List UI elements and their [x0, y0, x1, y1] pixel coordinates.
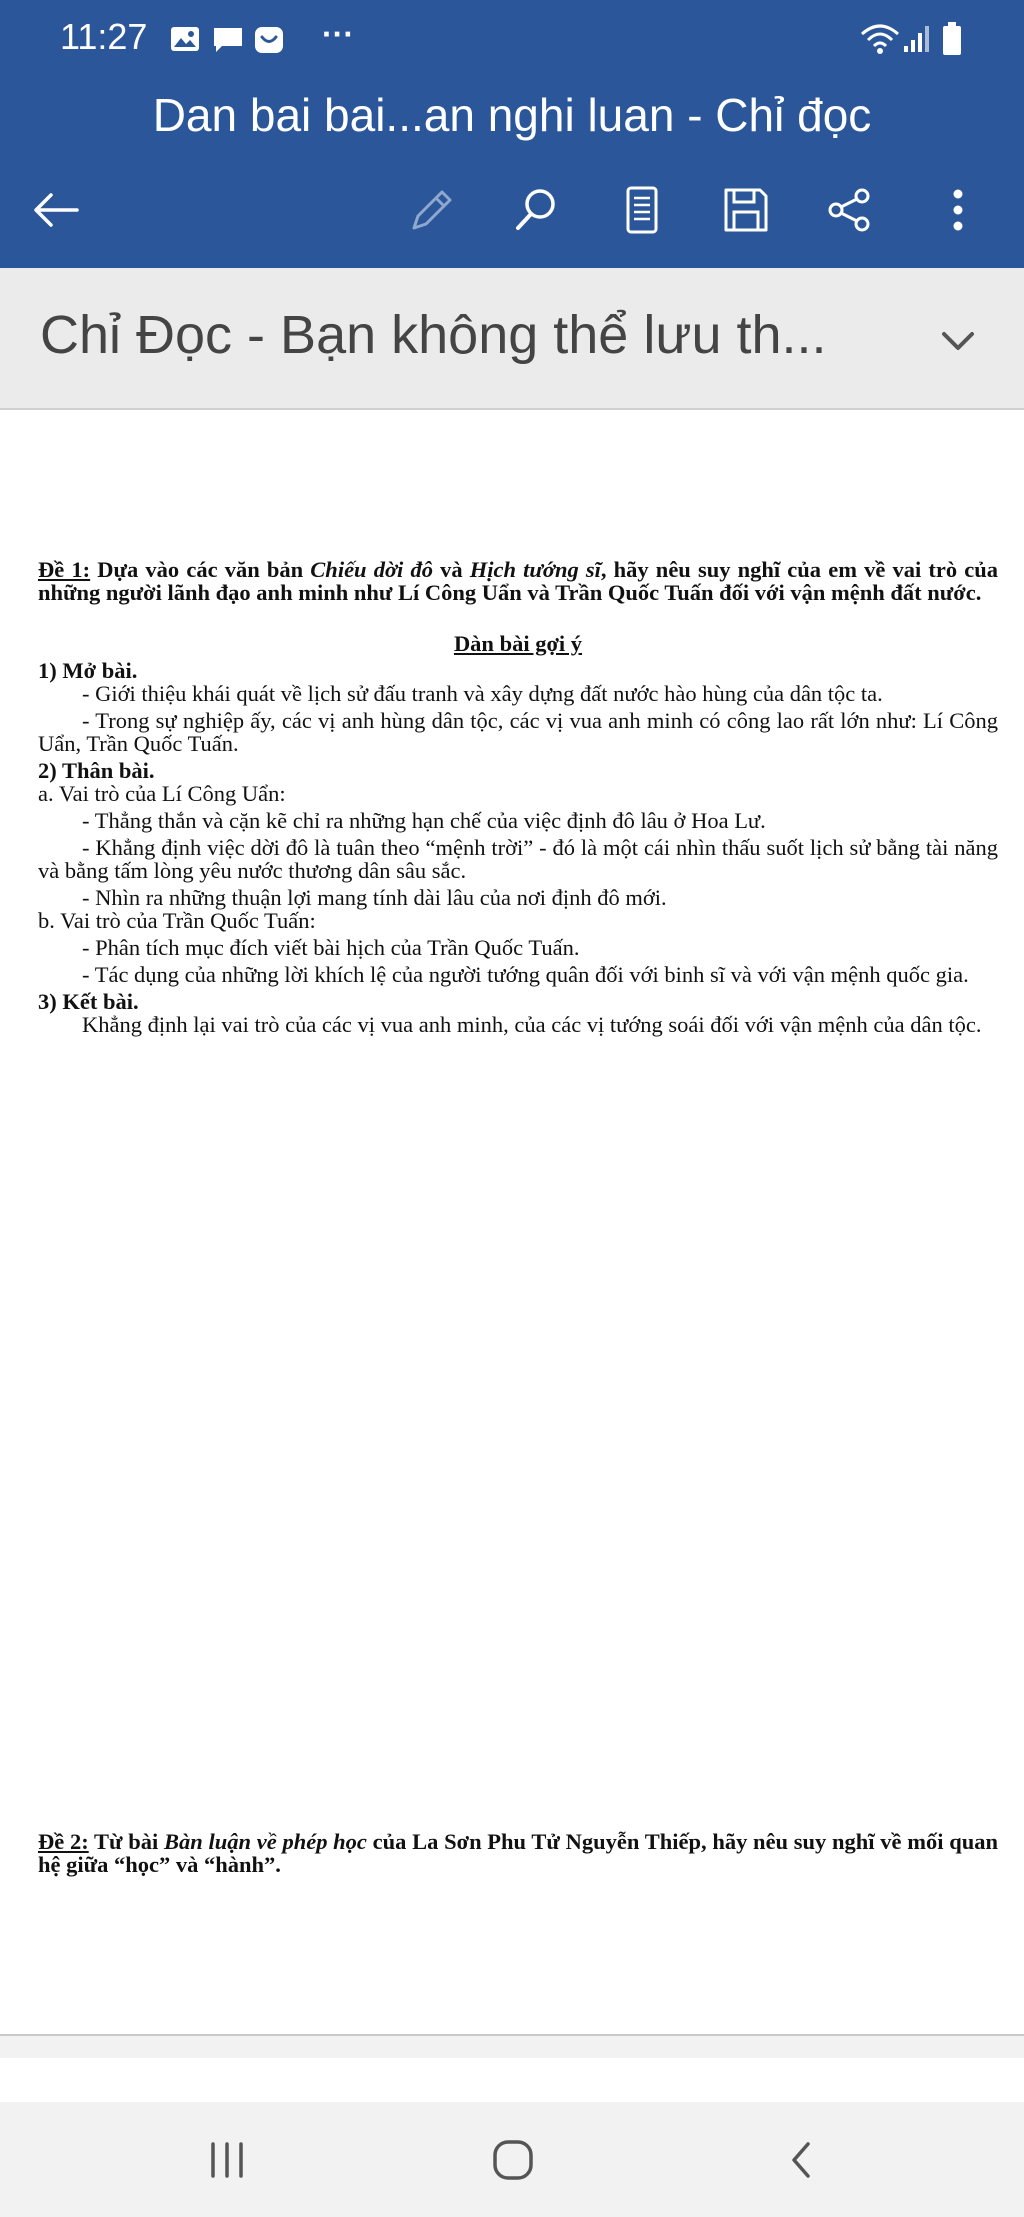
work-title: Bàn luận về phép học	[164, 1829, 367, 1854]
section-heading: 3) Kết bài.	[38, 989, 139, 1014]
outline-heading: Dàn bài gợi ý	[453, 631, 583, 656]
save-icon	[720, 184, 772, 236]
subsection-heading: b. Vai trò của Trần Quốc Tuấn:	[38, 908, 316, 933]
section-de-2	[38, 1830, 998, 1876]
document-title: Dan bai bai...an nghi luan - Chỉ đọc	[152, 89, 872, 141]
signal-icon	[902, 24, 932, 54]
paragraph: Khẳng định lại vai trò của các vị vua anh minh, của các vị tướng soái đối với vận mệnh của dân tộc.	[82, 1012, 982, 1037]
search-button[interactable]	[504, 178, 568, 242]
section-de-1	[38, 558, 998, 1036]
share-button[interactable]	[818, 178, 882, 242]
page-boundary	[0, 2034, 1024, 2058]
more-options-button[interactable]	[926, 178, 990, 242]
paragraph: - Giới thiệu khái quát về lịch sử đấu tranh và xây dựng đất nước hào hùng của dân tộc ta.	[82, 681, 883, 706]
navigation-bar	[0, 2102, 1024, 2217]
message-icon	[212, 26, 244, 54]
de-2-prompt: Đề 2: Từ bài Bàn luận về phép học của La Sơn Phu Tử Nguyễn Thiếp, hãy nêu suy nghĩ về mối quan hệ giữa “học” và “hành”.	[38, 1829, 998, 1877]
system-back-button[interactable]	[766, 2132, 836, 2188]
reading-view-icon	[620, 184, 664, 236]
more-options-icon	[948, 184, 968, 236]
status-bar	[0, 0, 1024, 80]
battery-icon	[942, 22, 962, 56]
search-icon	[510, 184, 562, 236]
wifi-icon	[860, 22, 900, 56]
home-button[interactable]	[478, 2132, 548, 2188]
save-button[interactable]	[714, 178, 778, 242]
read-only-banner-text: Chỉ Đọc - Bạn không thể lưu th...	[40, 305, 827, 365]
paragraph: - Trong sự nghiệp ấy, các vị anh hùng dân tộc, các vị vua anh minh có công lao rất lớn như: Lí Công Uẩn, Trần Quốc Tuấn.	[38, 708, 998, 756]
back-arrow-icon	[31, 190, 81, 230]
smiley-app-icon	[254, 26, 284, 54]
back-button[interactable]	[24, 178, 88, 242]
work-title: Hịch tướng sĩ	[469, 557, 601, 582]
de-1-label: Đề 1:	[38, 557, 91, 582]
document-page[interactable]	[0, 412, 1024, 2032]
de-2-label: Đề 2:	[38, 1829, 89, 1854]
section-heading: 1) Mở bài.	[38, 658, 138, 683]
paragraph: - Khẳng định việc dời đô là tuân theo “mệnh trời” - đó là một cái nhìn thấu suốt lịch sử bằng tài năng và bằng tấm lòng yêu nước thương dân sâu sắc.	[38, 835, 998, 883]
paragraph: - Thẳng thắn và cặn kẽ chỉ ra những hạn chế của việc định đô lâu ở Hoa Lư.	[82, 808, 766, 833]
paragraph: - Phân tích mục đích viết bài hịch của Trần Quốc Tuấn.	[82, 935, 580, 960]
home-icon	[489, 2136, 537, 2184]
subsection-heading: a. Vai trò của Lí Công Uẩn:	[38, 781, 286, 806]
share-icon	[824, 184, 876, 236]
status-time: 11:27	[60, 16, 148, 57]
chevron-down-icon[interactable]	[930, 318, 986, 362]
edit-button[interactable]	[400, 178, 464, 242]
read-only-banner[interactable]	[0, 268, 1024, 410]
paragraph: - Nhìn ra những thuận lợi mang tính dài lâu của nơi định đô mới.	[82, 885, 667, 910]
edit-pencil-icon	[406, 184, 458, 236]
work-title: Chiếu dời đô	[310, 557, 433, 582]
recent-apps-button[interactable]	[192, 2132, 262, 2188]
app-bar	[0, 0, 1024, 268]
reading-view-button[interactable]	[610, 178, 674, 242]
image-icon	[170, 26, 200, 52]
back-icon	[786, 2138, 816, 2182]
paragraph: - Tác dụng của những lời khích lệ của người tướng quân đối với binh sĩ và với vận mệnh quốc gia.	[82, 962, 969, 987]
recent-apps-icon	[205, 2140, 249, 2180]
de-1-prompt: Đề 1: Dựa vào các văn bản Chiếu dời đô và Hịch tướng sĩ, hãy nêu suy nghĩ của em về vai trò của những người lãnh đạo anh minh như Lí Công Uẩn và Trần Quốc Tuấn đối với vận mệnh đất nước.	[38, 557, 998, 605]
section-heading: 2) Thân bài.	[38, 758, 155, 783]
more-dots-icon: ···	[322, 16, 354, 52]
